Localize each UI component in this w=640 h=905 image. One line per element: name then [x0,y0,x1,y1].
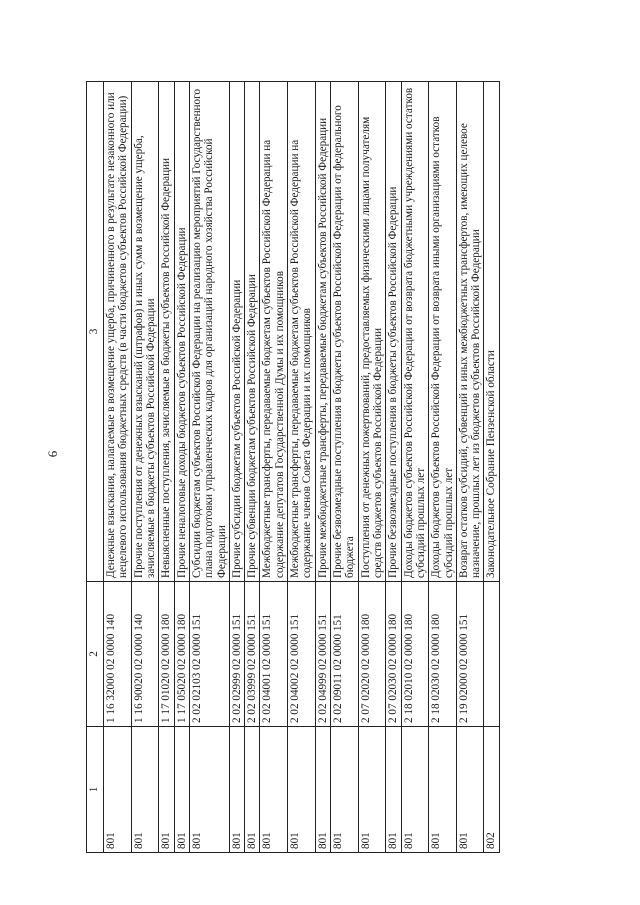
revenue-code-cell: 1 17 05020 02 0000 180 [174,582,189,727]
table-row [456,82,484,853]
revenue-code-cell: 1 16 90020 02 0000 140 [131,582,159,727]
revenue-name-cell: Прочие субвенции бюджетам субъектов Российской Федерации [245,82,260,582]
table-row [484,82,499,853]
admin-code-cell: 801 [245,727,260,853]
rotated-page-content [86,82,500,853]
revenue-code-cell: 1 16 32000 02 0000 140 [104,582,132,727]
revenue-code-cell: 2 02 04001 02 0000 151 [260,582,288,727]
table-header-row [87,82,104,853]
table-row [174,82,189,853]
revenue-name-cell: Поступления от денежных пожертвований, предоставляемых физическими лицами получателям средств бюджетов субъектов Российской Федерации [358,82,386,582]
revenue-name-cell: Денежные взыскания, налагаемые в возмещение ущерба, причиненного в результате незаконного или нецелевого использования бюджетных средств (в части бюджетов субъектов Российской Федерации) [104,82,132,582]
table-row [315,82,330,853]
table-row [288,82,316,853]
column-header-2: 2 [87,582,104,727]
revenue-name-cell: Доходы бюджетов субъектов Российской Федерации от возврата бюджетными учреждениями остатков субсидий прошлых лет [401,82,429,582]
revenue-code-cell: 2 07 02030 02 0000 180 [386,582,401,727]
revenue-name-cell: Межбюджетные трансферты, передаваемые бюджетам субъектов Российской Федерации на содержание депутатов Государственной Думы и их помощников [260,82,288,582]
admin-code-cell: 801 [260,727,288,853]
revenue-name-cell: Субсидии бюджетам субъектов Российской Федерации на реализацию мероприятий Государственного плана подготовки управленческих кадров для организаций народного хозяйства Российской Федерации [189,82,229,582]
admin-code-cell: 801 [189,727,229,853]
admin-code-cell: 801 [159,727,174,853]
revenue-code-cell: 2 19 02000 02 0000 151 [456,582,484,727]
revenue-name-cell: Прочие поступления от денежных взысканий (штрафов) и иных сумм в возмещение ущерба, зачисляемые в бюджеты субъектов Российской Федерации [131,82,159,582]
revenue-code-cell: 2 02 02999 02 0000 151 [229,582,244,727]
revenue-code-cell: 2 02 09011 02 0000 151 [331,582,359,727]
column-header-1: 1 [87,727,104,853]
revenue-code-cell: 2 07 02020 02 0000 180 [358,582,386,727]
revenue-name-cell: Законодательное Собрание Пензенской области [484,82,499,582]
admin-code-cell: 801 [331,727,359,853]
revenue-name-cell: Невыясненные поступления, зачисляемые в бюджеты субъектов Российской Федерации [159,82,174,582]
table-row [429,82,457,853]
table-row [159,82,174,853]
admin-code-cell: 801 [386,727,401,853]
revenue-code-cell: 1 17 01020 02 0000 180 [159,582,174,727]
admin-code-cell: 801 [358,727,386,853]
revenue-name-cell: Доходы бюджетов субъектов Российской Федерации от возврата иными организациями остатков субсидий прошлых лет [429,82,457,582]
admin-code-cell: 801 [174,727,189,853]
revenue-code-cell: 2 02 04002 02 0000 151 [288,582,316,727]
admin-code-cell: 801 [429,727,457,853]
table-row [331,82,359,853]
table-row [260,82,288,853]
admin-code-cell: 801 [104,727,132,853]
revenue-name-cell: Прочие неналоговые доходы бюджетов субъектов Российской Федерации [174,82,189,582]
budget-revenue-table [86,81,500,853]
page-number: 6 [45,450,60,458]
column-header-3: 3 [87,82,104,582]
revenue-code-cell: 2 18 02030 02 0000 180 [429,582,457,727]
admin-code-cell: 801 [131,727,159,853]
revenue-code-cell: 2 18 02010 02 0000 180 [401,582,429,727]
table-row [229,82,244,853]
admin-code-cell: 801 [229,727,244,853]
table-row [131,82,159,853]
table-row [189,82,229,853]
revenue-code-cell: 2 02 03999 02 0000 151 [245,582,260,727]
table-row [401,82,429,853]
revenue-code-cell: 2 02 04999 02 0000 151 [315,582,330,727]
revenue-code-cell [484,582,499,727]
revenue-code-cell: 2 02 02103 02 0000 151 [189,582,229,727]
revenue-name-cell: Прочие межбюджетные трансферты, передаваемые бюджетам субъектов Российской Федерации [315,82,330,582]
admin-code-cell: 801 [401,727,429,853]
admin-code-cell: 801 [288,727,316,853]
admin-code-cell: 801 [456,727,484,853]
table-row [386,82,401,853]
revenue-name-cell: Прочие субсидии бюджетам субъектов Российской Федерации [229,82,244,582]
revenue-name-cell: Прочие безвозмездные поступления в бюджеты субъектов Российской Федерации [386,82,401,582]
admin-code-cell: 802 [484,727,499,853]
table-row [104,82,132,853]
revenue-name-cell: Межбюджетные трансферты, передаваемые бюджетам субъектов Российской Федерации на содержание членов Совета Федерации и их помощников [288,82,316,582]
table-row [245,82,260,853]
revenue-name-cell: Возврат остатков субсидий, субвенций и иных межбюджетных трансфертов, имеющих целевое назначение, прошлых лет из бюджетов субъектов Российской Федерации [456,82,484,582]
admin-code-cell: 801 [315,727,330,853]
table-row [358,82,386,853]
revenue-name-cell: Прочие безвозмездные поступления в бюджеты субъектов Российской Федерации от федерального бюджета [331,82,359,582]
